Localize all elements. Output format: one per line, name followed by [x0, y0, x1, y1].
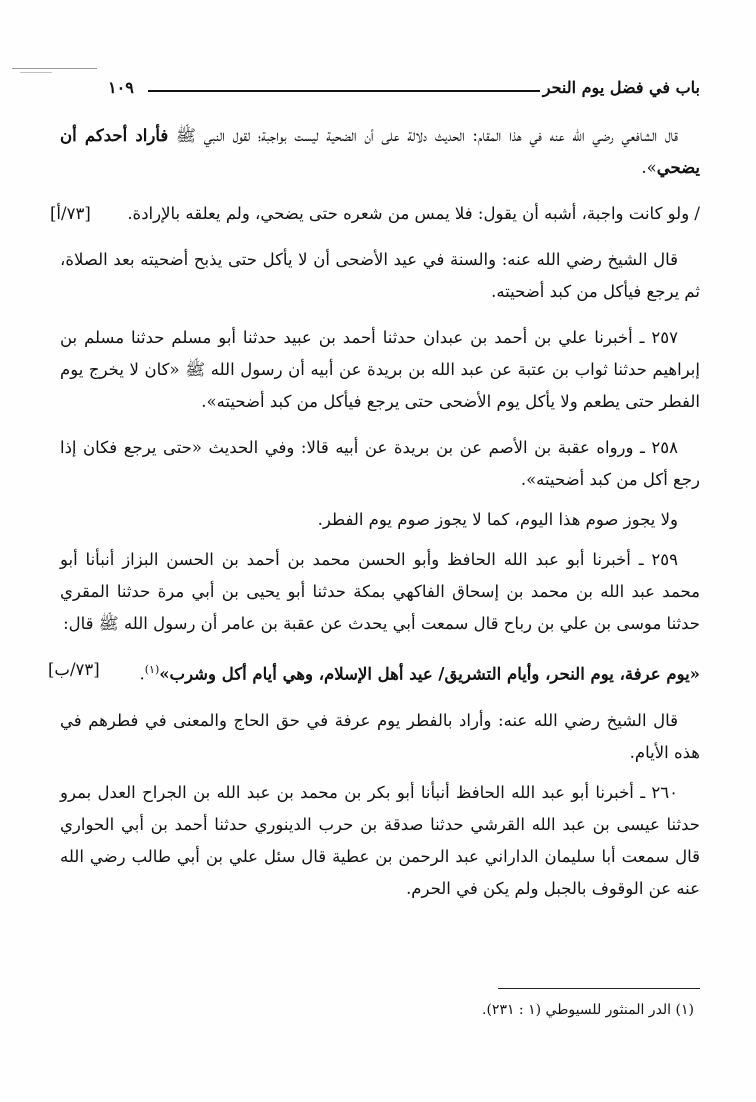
footnote-ref: (١)	[144, 663, 160, 676]
hadith-259	[60, 544, 700, 640]
paragraph-text: ٢٥٧ ـ أخبرنا علي بن أحمد بن عبدان حدثنا أحمد بن عبيد حدثنا أبو مسلم حدثنا مسلم بن إبراهيم حدثنا ثواب بن عتبة عن عبد الله بن بريدة عن أبيه أن رسول الله ﷺ «كان لا يخرج يوم الفطر حتى يطعم ولا يأكل يوم الأضحى حتى يرجع فيأكل من كبد أضحيته».	[60, 328, 700, 411]
footnote-rule	[498, 988, 700, 989]
hadith-quote-arafa	[48, 654, 700, 691]
main-text	[48, 120, 700, 913]
hadith-quote: فأراد أحدكم أن يضحي	[60, 126, 700, 177]
paragraph-text: / ولو كانت واجبة، أشبه أن يقول: فلا يمس من شعره حتى يضحي، ولم يعلقه بالإرادة.	[127, 204, 700, 223]
scan-artifact-line	[12, 68, 97, 69]
paragraph-wajiba	[50, 198, 700, 230]
chapter-title: باب في فضل يوم النحر	[542, 78, 700, 97]
hadith-quote: «يوم عرفة، يوم النحر، وأيام التشريق/ عيد أهل الإسلام، وهي أيام أكل وشرب»	[159, 664, 700, 684]
paragraph-shafii	[60, 120, 700, 184]
hadith-257	[60, 322, 700, 418]
paragraph-tail: .	[139, 664, 145, 684]
paragraph-text: ٢٦٠ ـ أخبرنا أبو عبد الله الحافظ أنبأنا أبو بكر بن محمد بن عبد الله بن الجراح العدل بمرو حدثنا عيسى بن عبد الله القرشي حدثنا صدقة بن حرب الدينوري حدثنا أحمد بن أبي الحواري قال سمعت أبا سليمان الداراني عبد الرحمن بن عطية قال سئل علي بن أبي طالب رضي الله عنه عن الوقوف بالجبل ولم يكن في الحرم.	[60, 782, 700, 898]
folio-marker: [٧٣/أ]	[50, 204, 91, 223]
footnote-number: (١)	[675, 1002, 694, 1018]
paragraph-text: قال الشافعي رضي الله عنه في هذا المقام: الحديث دلالة على أن الضحية ليست بواجبة؛ لقول النبي ﷺ	[168, 126, 678, 145]
paragraph-text: ولا يجوز صوم هذا اليوم، كما لا يجوز صوم يوم الفطر.	[317, 510, 678, 529]
paragraph-tail: ».	[641, 158, 657, 177]
paragraph-fasting	[60, 504, 700, 536]
hadith-258	[60, 432, 700, 496]
running-header	[108, 78, 700, 104]
paragraph-text: قال الشيخ رضي الله عنه: وأراد بالفطر يوم عرفة في حق الحاج والمعنى في فطرهم في هذه الأيام.	[60, 710, 700, 762]
paragraph-text: ٢٥٩ ـ أخبرنا أبو عبد الله الحافظ وأبو الحسن محمد بن أحمد بن الحسن البزاز أنبأنا أبو محمد عبد الله بن محمد بن إسحاق الفاكهي بمكة حدثنا أبو يحيى بن أبي مرة حدثنا المقري حدثنا موسى بن علي بن رباح قال سمعت أبي يحدث عن عقبة بن عامر أن رسول الله ﷺ قال:	[60, 550, 700, 633]
footnote-text: الدر المنثور للسيوطي (١ : ٢٣١).	[482, 1002, 672, 1018]
paragraph-text: ٢٥٨ ـ ورواه عقبة بن الأصم عن بن بريدة عن أبيه قالا: وفي الحديث «حتى يرجع فكان إذا رجع أكل من كبد أضحيته».	[60, 438, 700, 489]
paragraph-text: قال الشيخ رضي الله عنه: والسنة في عيد الأضحى أن لا يأكل حتى يذبح أضحيته بعد الصلاة، ثم يرجع فيأكل من كبد أضحيته.	[60, 250, 700, 301]
paragraph-fitr	[60, 705, 700, 769]
folio-marker: [٧٣/ب]	[48, 660, 100, 679]
scan-artifact-line-small	[20, 72, 52, 73]
hadith-260	[60, 777, 700, 905]
header-rule	[148, 90, 540, 92]
page-number: ١٠٩	[108, 78, 134, 97]
paragraph-sunna	[60, 244, 700, 308]
footnote	[94, 1000, 694, 1020]
